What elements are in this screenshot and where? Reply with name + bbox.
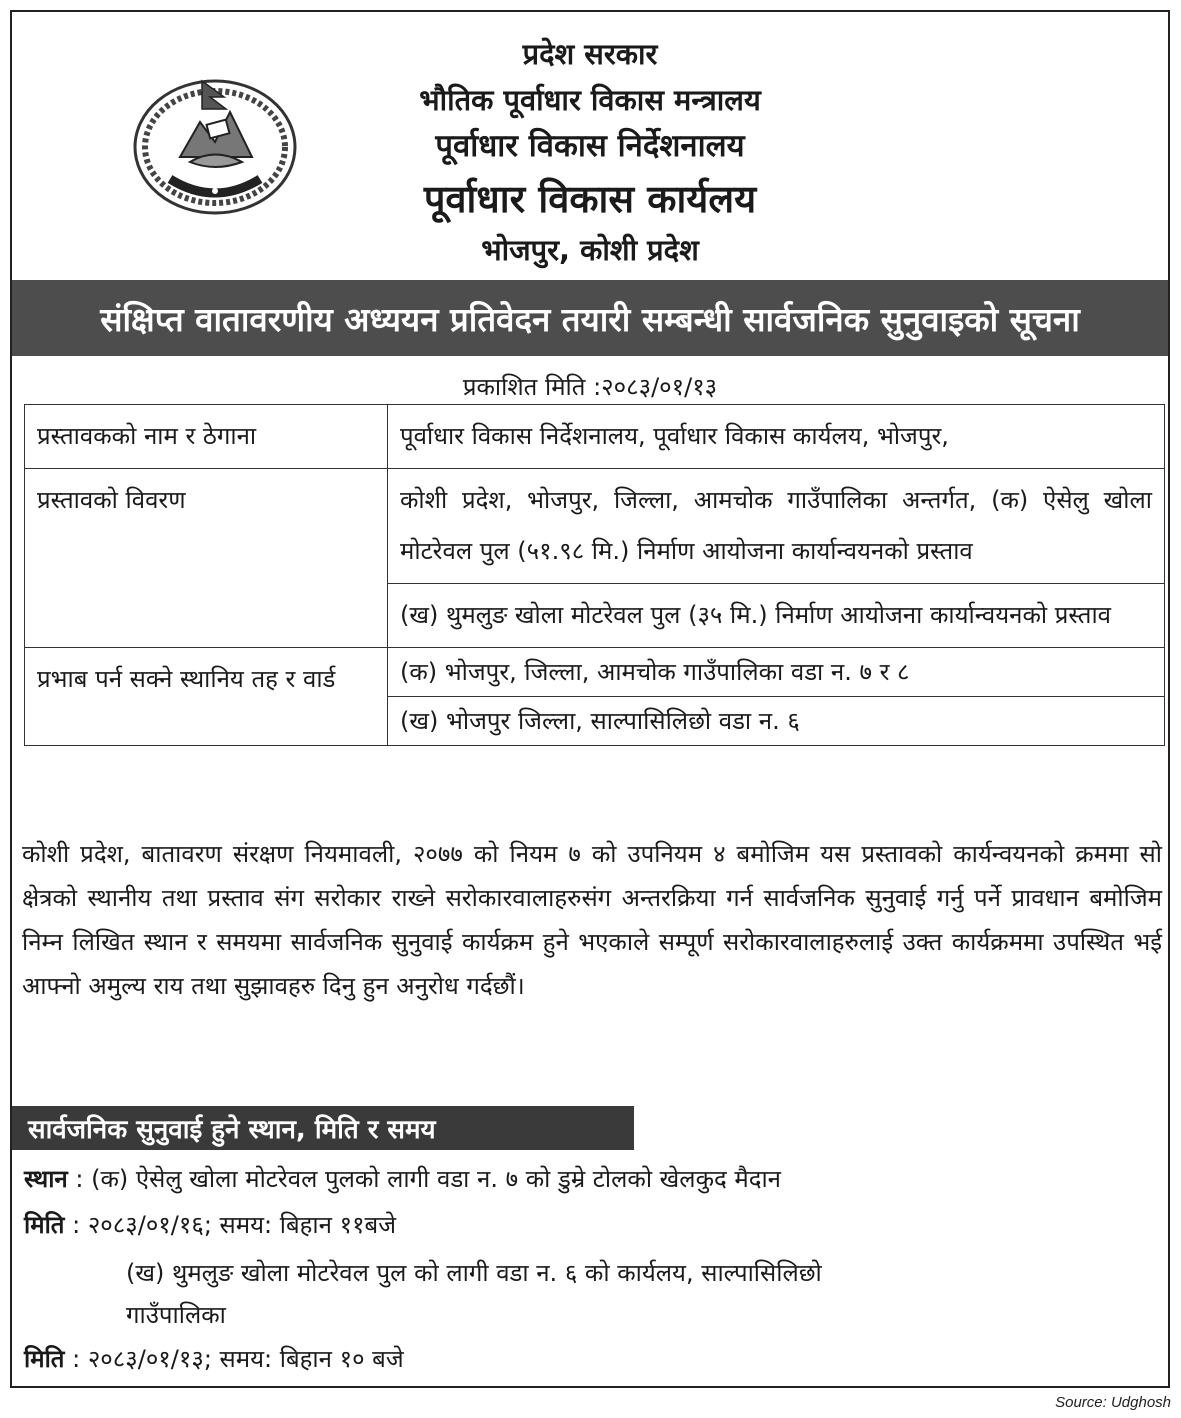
table-row: [25, 469, 1165, 584]
place-a-text: : (क) ऐसेलु खोला मोटरेवल पुलको लागी वडा न. ७ को डुम्रे टोलको खेलकुद मैदान: [75, 1165, 782, 1193]
notice-frame: [10, 10, 1170, 1388]
header-ministry: भौतिक पूर्वाधार विकास मन्त्रालय: [419, 83, 761, 117]
table-key: प्रस्तावको विवरण: [25, 469, 388, 648]
date-label: मिति: [24, 1211, 65, 1239]
place-label: स्थान: [24, 1165, 68, 1193]
hearing-section-heading: सार्वजनिक सुनुवाई हुने स्थान, मिति र समय: [12, 1106, 634, 1150]
hearing-place-b-cont: गाउँपालिका: [126, 1301, 226, 1329]
table-key: प्रस्तावकको नाम र ठेगाना: [25, 405, 388, 469]
hearing-place-b: (ख) थुमलुङ खोला मोटरेवल पुल को लागी वडा न. ६ को कार्यलय, साल्पासिलिछो: [126, 1259, 822, 1287]
date-label: मिति: [24, 1345, 65, 1373]
table-value: पूर्वाधार विकास निर्देशनालय, पूर्वाधार विकास कार्यलय, भोजपुर,: [388, 405, 1165, 469]
hearing-date-b: [24, 1342, 404, 1375]
source-credit: Source: Udghosh: [1055, 1394, 1171, 1411]
table-row: [25, 405, 1165, 469]
header-location: भोजपुर, कोशी प्रदेश: [481, 233, 699, 267]
notice-body-paragraph: कोशी प्रदेश, बातावरण संरक्षण नियमावली, २०७७ को नियम ७ को उपनियम ४ बमोजिम यस प्रस्तावको कार्यन्वयनको क्रममा सो क्षेत्रको स्थानीय तथा प्रस्ताव संग सरोकार राख्ने सरोकारवालाहरुसंग अन्तरक्रिया गर्न सार्वजनिक सुनुवाई गर्नु पर्ने प्रावधान बमोजिम निम्न लिखित स्थान र समयमा सार्वजनिक सुनुवाई कार्यक्रम हुने भएकाले सम्पूर्ण सरोकारवालाहरुलाई उक्त कार्यक्रममा उपस्थित भई आफ्नो अमुल्य राय तथा सुझावहरु दिनु हुन अनुरोध गर्दछौं।: [22, 840, 1162, 1000]
notice-title-banner: संक्षिप्त वातावरणीय अध्ययन प्रतिवेदन तयारी सम्बन्धी सार्वजनिक सुनुवाइको सूचना: [12, 280, 1168, 356]
header-directorate: पूर्वाधार विकास निर्देशनालय: [435, 128, 745, 164]
date-b-text: : २०८३/०१/१३; समय: बिहान १० बजे: [72, 1345, 404, 1373]
hearing-place-a: [24, 1162, 781, 1195]
header-office: पूर्वाधार विकास कार्यलय: [423, 177, 757, 221]
table-key: प्रभाब पर्न सक्ने स्थानिय तह र वार्ड: [25, 648, 388, 746]
table-value: (ख) भोजपुर जिल्ला, साल्पासिलिछो वडा न. ६: [388, 697, 1165, 746]
table-row: [25, 648, 1165, 697]
table-value: (ख) थुमलुङ खोला मोटरेवल पुल (३५ मि.) निर्माण आयोजना कार्यान्वयनको प्रस्ताव: [388, 584, 1165, 648]
date-a-text: : २०८३/०१/१६; समय: बिहान ११बजे: [72, 1211, 397, 1239]
hearing-date-a: [24, 1208, 396, 1241]
table-value: (क) भोजपुर, जिल्ला, आमचोक गाउँपालिका वडा न. ७ र ८: [388, 648, 1165, 697]
published-date: प्रकाशित मिति :२०८३/०१/१३: [462, 373, 718, 401]
header-line-1: प्रदेश सरकार: [522, 37, 658, 71]
proposal-info-table: [24, 404, 1165, 746]
table-value: कोशी प्रदेश, भोजपुर, जिल्ला, आमचोक गाउँपालिका अन्तर्गत, (क) ऐसेलु खोला मोटरेवल पुल (५१.९८ मि.) निर्माण आयोजना कार्यान्वयनको प्रस्ताव: [388, 469, 1165, 584]
